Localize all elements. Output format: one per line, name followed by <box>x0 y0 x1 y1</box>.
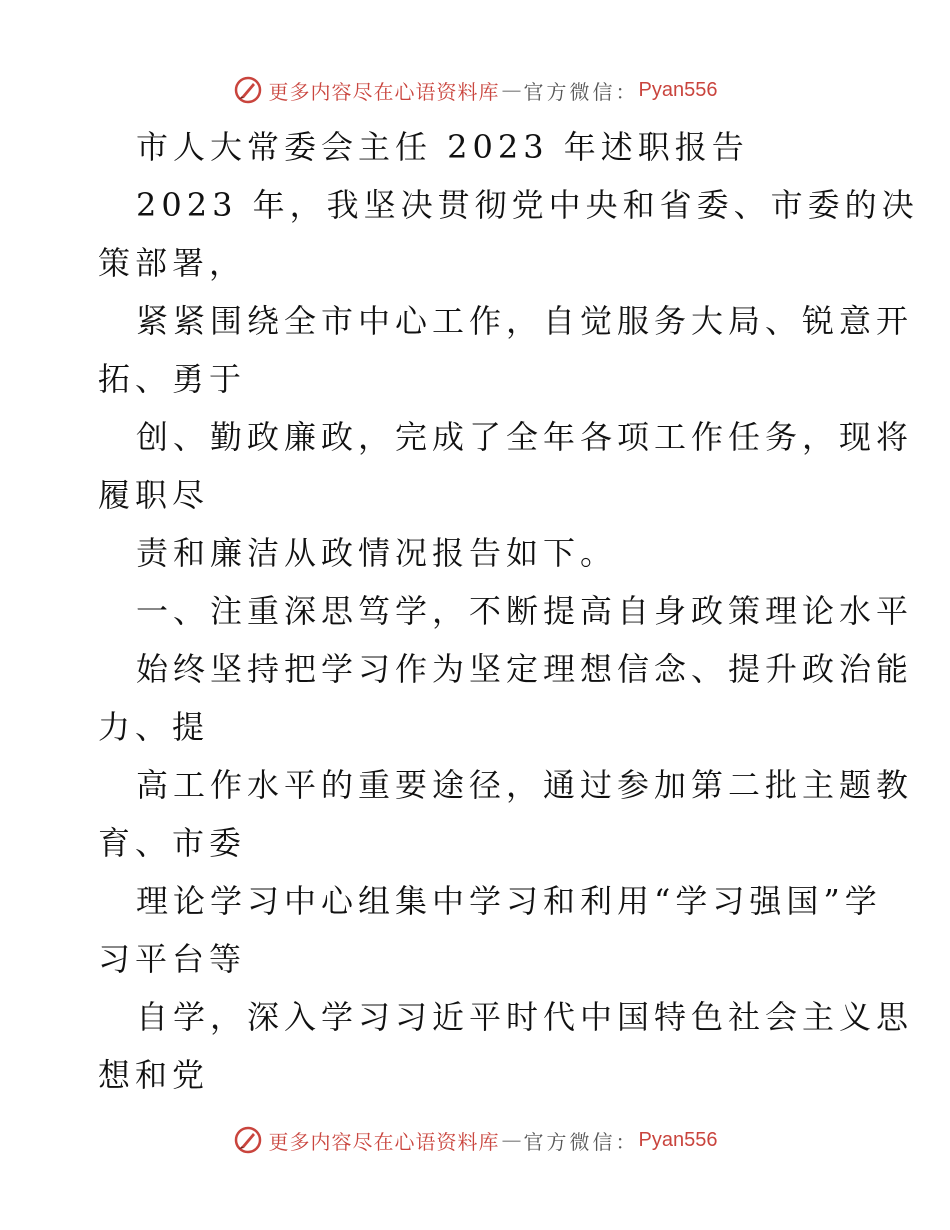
document-body <box>98 118 919 1104</box>
document-title: 市人大常委会主任 2023 年述职报告 <box>136 128 749 166</box>
watermark-brand: 更多内容尽在心语资料库 <box>268 1129 500 1154</box>
watermark-dash: — <box>501 78 522 102</box>
footer-watermark <box>0 1120 950 1160</box>
watermark-wechat-id: Pyan556 <box>638 1128 718 1151</box>
text-line: 始终坚持把学习作为坚定理想信念、提升政治能 <box>136 650 914 688</box>
text-line: 力、提 <box>98 708 210 746</box>
text-line: 想和党 <box>98 1056 210 1094</box>
text-line: 高工作水平的重要途径，通过参加第二批主题教 <box>136 766 914 804</box>
text-line: 履职尽 <box>98 476 210 514</box>
text-line: 习平台等 <box>98 940 247 978</box>
text-line: 策部署， <box>98 244 247 282</box>
watermark-official-label: 官方微信： <box>523 1129 639 1154</box>
text-line: 拓、勇于 <box>98 360 247 398</box>
text-line: 紧紧围绕全市中心工作，自觉服务大局、锐意开 <box>136 302 914 340</box>
text-line: 创、勤政廉政，完成了全年各项工作任务，现将 <box>136 418 914 456</box>
text-line: 一、注重深思笃学，不断提高自身政策理论水平 <box>136 592 914 630</box>
text-line: 2023 年，我坚决贯彻党中央和省委、市委的决 <box>136 186 919 224</box>
watermark-official-label: 官方微信： <box>523 79 639 104</box>
text-line: 育、市委 <box>98 824 247 862</box>
quill-logo-icon <box>233 75 263 105</box>
watermark-dash: — <box>501 1128 522 1152</box>
watermark-wechat-id: Pyan556 <box>638 78 718 101</box>
quill-logo-icon <box>233 1125 263 1155</box>
text-line: 理论学习中心组集中学习和利用“学习强国”学 <box>136 882 882 920</box>
text-line: 责和廉洁从政情况报告如下。 <box>136 534 618 572</box>
text-line: 自学，深入学习习近平时代中国特色社会主义思 <box>136 998 914 1036</box>
watermark-brand: 更多内容尽在心语资料库 <box>268 79 500 104</box>
header-watermark <box>0 70 950 110</box>
